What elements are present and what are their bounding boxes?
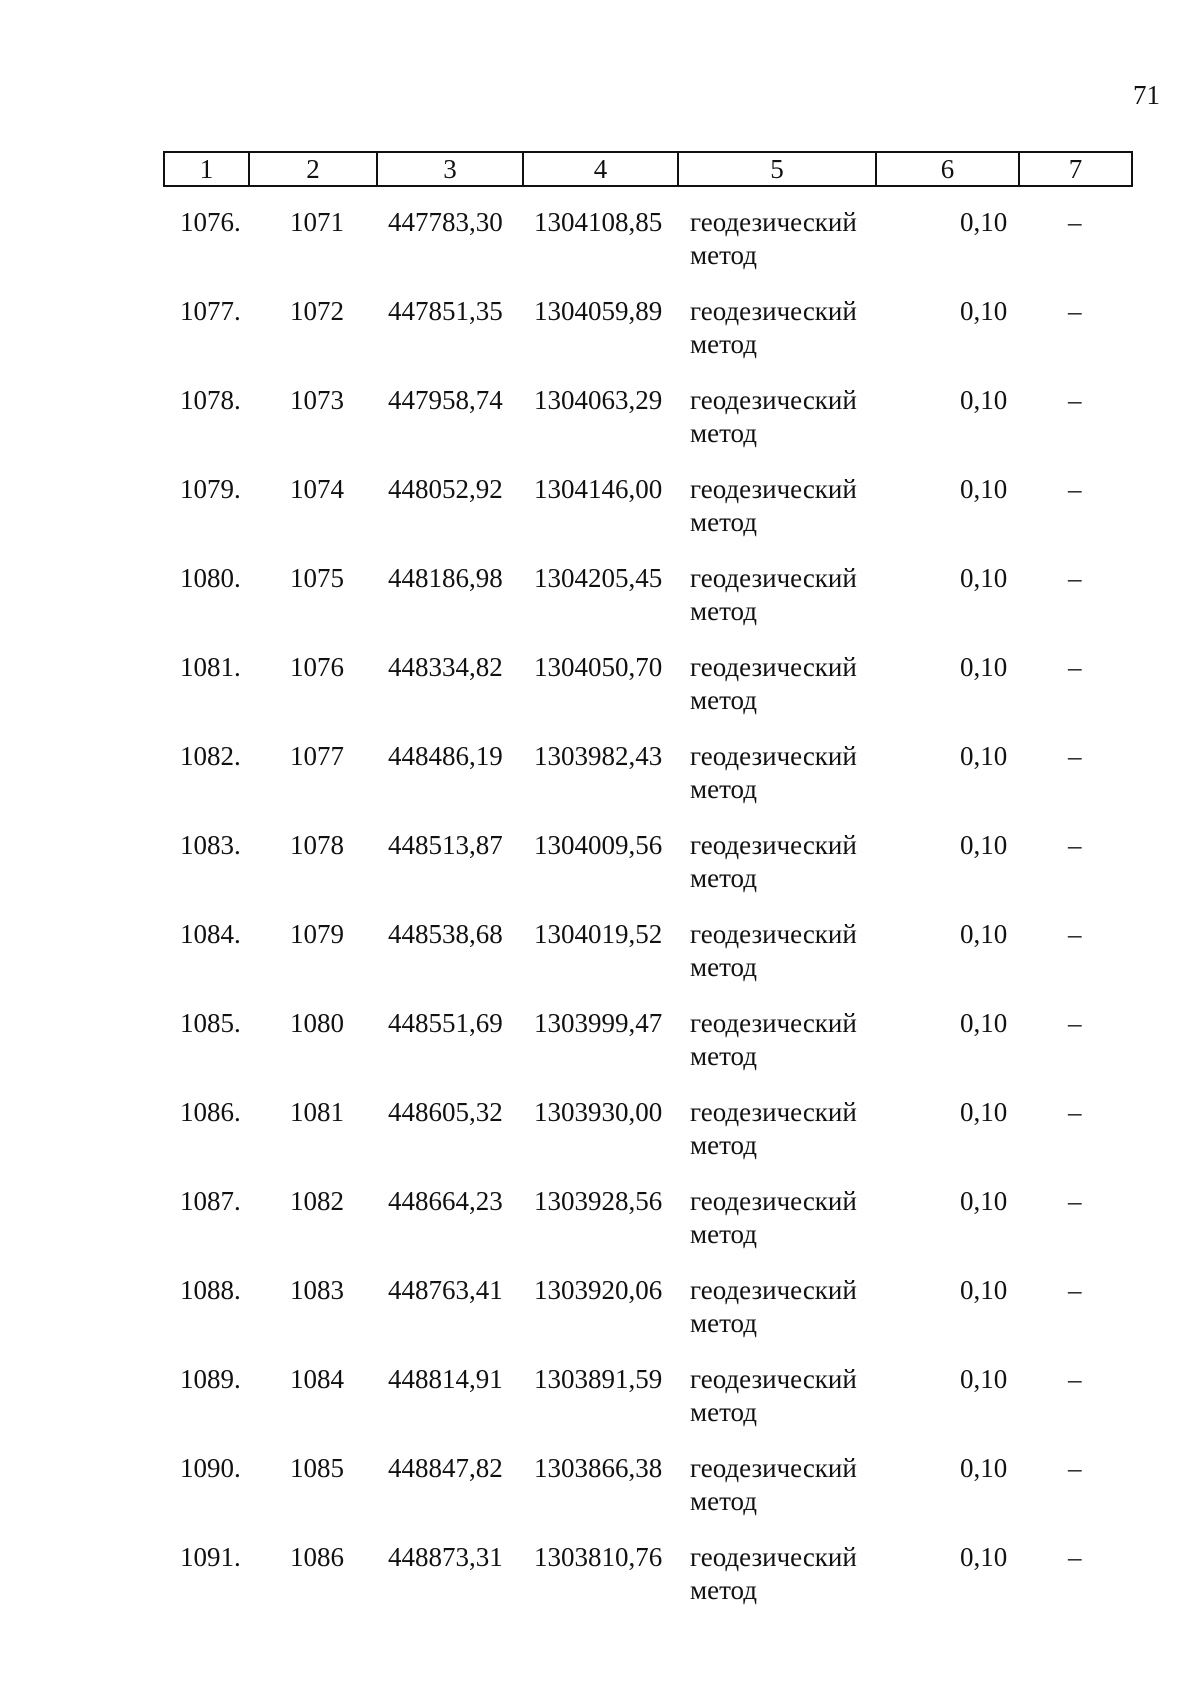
note-cell: – <box>1068 474 1082 504</box>
note-cell: – <box>1068 1008 1082 1038</box>
table-row <box>0 204 1200 293</box>
method-line-1: геодезический <box>690 652 857 682</box>
method-line-1: геодезический <box>690 830 857 860</box>
coordinate-x: 448052,92 <box>388 474 503 504</box>
method-line-2: метод <box>690 1397 757 1427</box>
method-line-1: геодезический <box>690 1097 857 1127</box>
method-line-2: метод <box>690 685 757 715</box>
header-cell: 3 <box>377 152 523 186</box>
point-number: 1071 <box>290 207 344 237</box>
precision-value: 0,10 <box>960 1364 1008 1394</box>
row-number: 1085. <box>180 1008 241 1038</box>
precision-value: 0,10 <box>960 385 1008 415</box>
table-row <box>0 1272 1200 1361</box>
precision-value: 0,10 <box>960 1275 1008 1305</box>
coordinate-x: 448847,82 <box>388 1453 503 1483</box>
coordinate-x: 448814,91 <box>388 1364 503 1394</box>
coordinate-y: 1303810,76 <box>534 1542 663 1572</box>
note-cell: – <box>1068 207 1082 237</box>
coordinate-y: 1304009,56 <box>534 830 663 860</box>
method-line-2: метод <box>690 863 757 893</box>
coordinate-x: 448551,69 <box>388 1008 503 1038</box>
row-number: 1088. <box>180 1275 241 1305</box>
header-cell: 4 <box>523 152 678 186</box>
coordinate-x: 448486,19 <box>388 741 503 771</box>
table-row <box>0 293 1200 382</box>
precision-value: 0,10 <box>960 652 1008 682</box>
method-line-1: геодезический <box>690 207 857 237</box>
coordinate-x: 447851,35 <box>388 296 503 326</box>
row-number: 1081. <box>180 652 241 682</box>
header-cell: 5 <box>678 152 876 186</box>
point-number: 1076 <box>290 652 344 682</box>
row-number: 1080. <box>180 563 241 593</box>
note-cell: – <box>1068 1453 1082 1483</box>
method-line-1: геодезический <box>690 1275 857 1305</box>
coordinate-y: 1304019,52 <box>534 919 663 949</box>
method-line-1: геодезический <box>690 1542 857 1572</box>
coordinate-y: 1304146,00 <box>534 474 663 504</box>
row-number: 1086. <box>180 1097 241 1127</box>
header-cell: 2 <box>249 152 377 186</box>
point-number: 1082 <box>290 1186 344 1216</box>
method-line-2: метод <box>690 1575 757 1605</box>
note-cell: – <box>1068 652 1082 682</box>
precision-value: 0,10 <box>960 296 1008 326</box>
coordinate-y: 1304059,89 <box>534 296 663 326</box>
method-line-2: метод <box>690 1041 757 1071</box>
precision-value: 0,10 <box>960 919 1008 949</box>
row-number: 1079. <box>180 474 241 504</box>
row-number: 1091. <box>180 1542 241 1572</box>
method-line-1: геодезический <box>690 741 857 771</box>
method-line-2: метод <box>690 1486 757 1516</box>
note-cell: – <box>1068 563 1082 593</box>
table-row <box>0 382 1200 471</box>
table-body <box>0 204 1200 1628</box>
point-number: 1072 <box>290 296 344 326</box>
point-number: 1077 <box>290 741 344 771</box>
coordinate-x: 448873,31 <box>388 1542 503 1572</box>
row-number: 1084. <box>180 919 241 949</box>
coordinate-x: 448186,98 <box>388 563 503 593</box>
point-number: 1081 <box>290 1097 344 1127</box>
precision-value: 0,10 <box>960 1186 1008 1216</box>
note-cell: – <box>1068 1186 1082 1216</box>
point-number: 1086 <box>290 1542 344 1572</box>
precision-value: 0,10 <box>960 741 1008 771</box>
table-row <box>0 1005 1200 1094</box>
table-header <box>163 151 1133 187</box>
row-number: 1090. <box>180 1453 241 1483</box>
coordinate-y: 1304063,29 <box>534 385 663 415</box>
precision-value: 0,10 <box>960 1097 1008 1127</box>
note-cell: – <box>1068 1097 1082 1127</box>
note-cell: – <box>1068 296 1082 326</box>
note-cell: – <box>1068 385 1082 415</box>
coordinate-y: 1303891,59 <box>534 1364 663 1394</box>
method-line-1: геодезический <box>690 296 857 326</box>
method-line-2: метод <box>690 952 757 982</box>
row-number: 1082. <box>180 741 241 771</box>
precision-value: 0,10 <box>960 830 1008 860</box>
method-line-1: геодезический <box>690 385 857 415</box>
method-line-2: метод <box>690 240 757 270</box>
note-cell: – <box>1068 741 1082 771</box>
coordinate-y: 1303982,43 <box>534 741 663 771</box>
table-row <box>0 1094 1200 1183</box>
method-line-2: метод <box>690 1219 757 1249</box>
note-cell: – <box>1068 1542 1082 1572</box>
header-cell: 6 <box>876 152 1019 186</box>
table-row <box>0 916 1200 1005</box>
coordinate-y: 1303920,06 <box>534 1275 663 1305</box>
method-line-2: метод <box>690 1130 757 1160</box>
table-row <box>0 1539 1200 1628</box>
note-cell: – <box>1068 830 1082 860</box>
point-number: 1078 <box>290 830 344 860</box>
precision-value: 0,10 <box>960 1542 1008 1572</box>
coordinate-y: 1303930,00 <box>534 1097 663 1127</box>
precision-value: 0,10 <box>960 563 1008 593</box>
coordinate-x: 448334,82 <box>388 652 503 682</box>
point-number: 1074 <box>290 474 344 504</box>
coordinate-x: 447783,30 <box>388 207 503 237</box>
row-number: 1083. <box>180 830 241 860</box>
method-line-2: метод <box>690 507 757 537</box>
point-number: 1073 <box>290 385 344 415</box>
point-number: 1080 <box>290 1008 344 1038</box>
method-line-1: геодезический <box>690 1453 857 1483</box>
method-line-1: геодезический <box>690 474 857 504</box>
coordinate-x: 448763,41 <box>388 1275 503 1305</box>
table-row <box>0 1450 1200 1539</box>
coordinate-x: 448513,87 <box>388 830 503 860</box>
method-line-2: метод <box>690 774 757 804</box>
point-number: 1075 <box>290 563 344 593</box>
coordinate-y: 1304205,45 <box>534 563 663 593</box>
table-row <box>0 649 1200 738</box>
precision-value: 0,10 <box>960 207 1008 237</box>
row-number: 1087. <box>180 1186 241 1216</box>
header-cell: 7 <box>1019 152 1132 186</box>
method-line-1: геодезический <box>690 1186 857 1216</box>
table-row <box>0 738 1200 827</box>
table-row <box>0 1361 1200 1450</box>
method-line-1: геодезический <box>690 1008 857 1038</box>
coordinate-x: 447958,74 <box>388 385 503 415</box>
coordinate-y: 1303999,47 <box>534 1008 663 1038</box>
row-number: 1076. <box>180 207 241 237</box>
note-cell: – <box>1068 1364 1082 1394</box>
method-line-1: геодезический <box>690 1364 857 1394</box>
page-number: 71 <box>1133 80 1160 110</box>
table-row <box>0 827 1200 916</box>
coordinate-x: 448538,68 <box>388 919 503 949</box>
point-number: 1083 <box>290 1275 344 1305</box>
note-cell: – <box>1068 919 1082 949</box>
method-line-2: метод <box>690 1308 757 1338</box>
precision-value: 0,10 <box>960 1008 1008 1038</box>
method-line-1: геодезический <box>690 919 857 949</box>
point-number: 1084 <box>290 1364 344 1394</box>
precision-value: 0,10 <box>960 474 1008 504</box>
method-line-2: метод <box>690 329 757 359</box>
header-cell: 1 <box>164 152 249 186</box>
method-line-2: метод <box>690 418 757 448</box>
method-line-2: метод <box>690 596 757 626</box>
coordinate-x: 448605,32 <box>388 1097 503 1127</box>
row-number: 1077. <box>180 296 241 326</box>
row-number: 1078. <box>180 385 241 415</box>
note-cell: – <box>1068 1275 1082 1305</box>
table-row <box>0 471 1200 560</box>
coordinate-y: 1304050,70 <box>534 652 663 682</box>
coordinate-x: 448664,23 <box>388 1186 503 1216</box>
point-number: 1085 <box>290 1453 344 1483</box>
method-line-1: геодезический <box>690 563 857 593</box>
point-number: 1079 <box>290 919 344 949</box>
table-row <box>0 1183 1200 1272</box>
row-number: 1089. <box>180 1364 241 1394</box>
coordinate-y: 1303928,56 <box>534 1186 663 1216</box>
coordinate-y: 1304108,85 <box>534 207 663 237</box>
coordinate-y: 1303866,38 <box>534 1453 663 1483</box>
precision-value: 0,10 <box>960 1453 1008 1483</box>
table-row <box>0 560 1200 649</box>
